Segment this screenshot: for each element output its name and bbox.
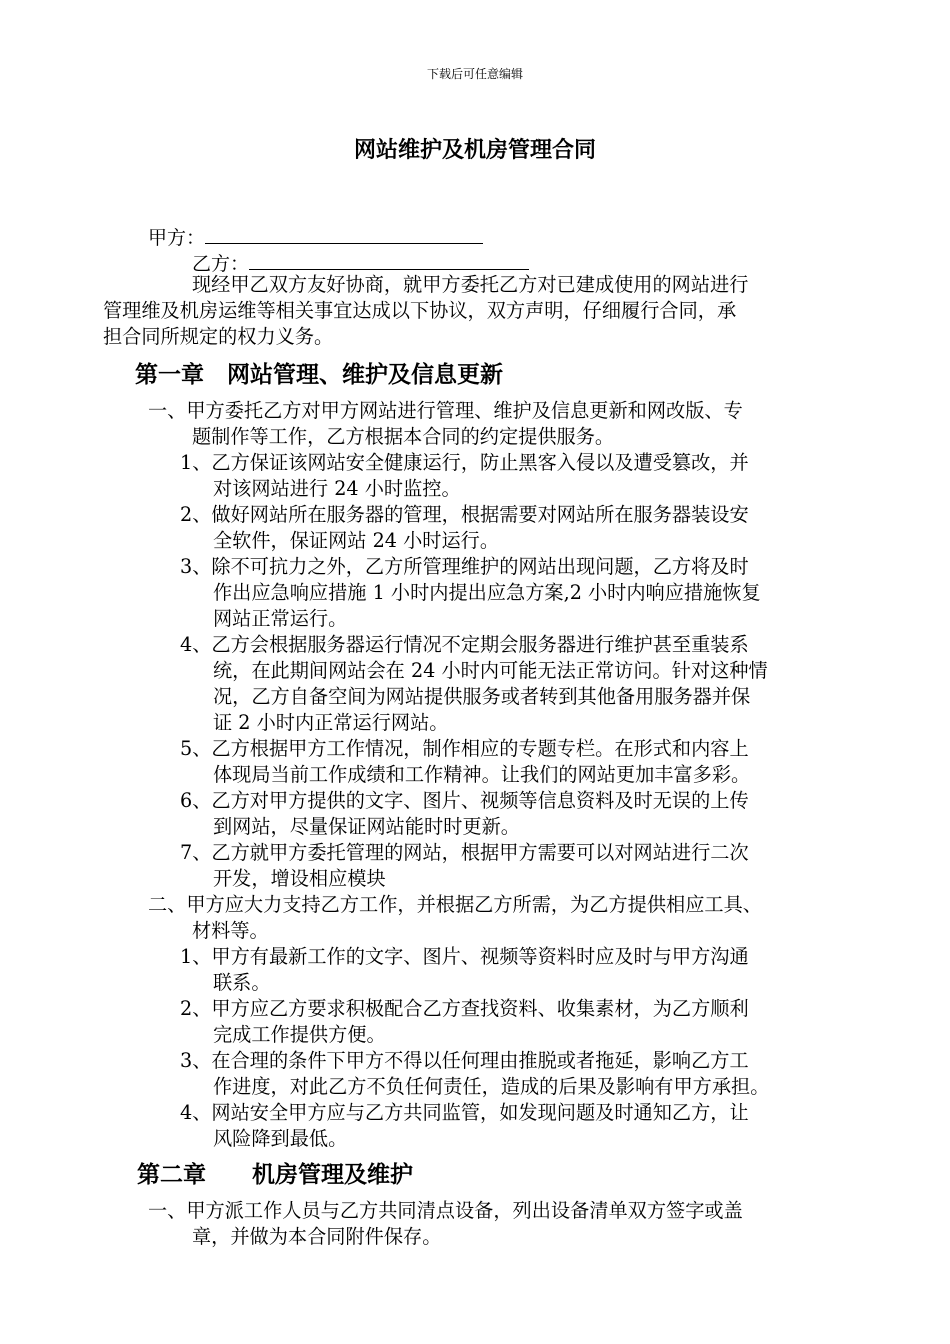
list-item-line: 4、网站安全甲方应与乙方共同监管，如发现问题及时通知乙方，让 xyxy=(180,1101,749,1124)
section-2-line: 二、甲方应大力支持乙方工作，并根据乙方所需，为乙方提供相应工具、 xyxy=(148,893,762,916)
list-item-line: 况，乙方自备空间为网站提供服务或者转到其他备用服务器并保 xyxy=(213,685,751,708)
list-item-line: 全软件，保证网站 24 小时运行。 xyxy=(213,529,500,552)
chapter-1-title: 第一章 网站管理、维护及信息更新 xyxy=(135,361,503,388)
list-item-line: 1、甲方有最新工作的文字、图片、视频等资料时应及时与甲方沟通 xyxy=(180,945,749,968)
list-item-line: 证 2 小时内正常运行网站。 xyxy=(213,711,449,734)
list-item-line: 统，在此期间网站会在 24 小时内可能无法正常访问。针对这种情 xyxy=(213,659,768,682)
list-item-line: 3、在合理的条件下甲方不得以任何理由推脱或者拖延，影响乙方工 xyxy=(180,1049,749,1072)
header-note: 下载后可任意编辑 xyxy=(426,67,523,81)
list-item-line: 4、乙方会根据服务器运行情况不定期会服务器进行维护甚至重装系 xyxy=(180,633,749,656)
section-1-line: 题制作等工作，乙方根据本合同的约定提供服务。 xyxy=(192,425,615,448)
section-2-line: 材料等。 xyxy=(192,919,269,942)
list-item-line: 作进度，对此乙方不负任何责任，造成的后果及影响有甲方承担。 xyxy=(213,1075,770,1098)
list-item-line: 6、乙方对甲方提供的文字、图片、视频等信息资料及时无误的上传 xyxy=(180,789,749,812)
list-item-line: 对该网站进行 24 小时监控。 xyxy=(213,477,461,500)
list-item-line: 网站正常运行。 xyxy=(213,607,348,630)
list-item-line: 风险降到最低。 xyxy=(213,1127,348,1150)
party-a-label: 甲方： xyxy=(148,227,206,249)
intro-line: 现经甲乙双方友好协商，就甲方委托乙方对已建成使用的网站进行 xyxy=(192,273,749,296)
section-1-line: 一、甲方委托乙方对甲方网站进行管理、维护及信息更新和网改版、专 xyxy=(148,399,743,422)
party-b-blank-line xyxy=(249,251,529,270)
party-a-blank-line xyxy=(205,225,483,244)
intro-line: 管理维及机房运维等相关事宜达成以下协议，双方声明，仔细履行合同，承 xyxy=(103,299,737,322)
list-item-line: 3、除不可抗力之外，乙方所管理维护的网站出现问题，乙方将及时 xyxy=(180,555,749,578)
party-b-label: 乙方： xyxy=(192,253,250,275)
list-item-line: 联系。 xyxy=(213,971,271,994)
list-item-line: 2、甲方应乙方要求积极配合乙方查找资料、收集素材，为乙方顺利 xyxy=(180,997,749,1020)
chapter-2-section-1-line: 章，并做为本合同附件保存。 xyxy=(192,1225,442,1248)
document-title: 网站维护及机房管理合同 xyxy=(353,137,596,163)
list-item-line: 到网站，尽量保证网站能时时更新。 xyxy=(213,815,520,838)
intro-line: 担合同所规定的权力义务。 xyxy=(103,325,334,348)
list-item-line: 体现局当前工作成绩和工作精神。让我们的网站更加丰富多彩。 xyxy=(213,763,751,786)
list-item-line: 开发，增设相应模块 xyxy=(213,867,386,890)
list-item-line: 7、乙方就甲方委托管理的网站，根据甲方需要可以对网站进行二次 xyxy=(180,841,749,864)
chapter-2-title: 第二章 机房管理及维护 xyxy=(137,1161,413,1188)
chapter-2-section-1-line: 一、甲方派工作人员与乙方共同清点设备，列出设备清单双方签字或盖 xyxy=(148,1199,743,1222)
list-item-line: 5、乙方根据甲方工作情况，制作相应的专题专栏。在形式和内容上 xyxy=(180,737,749,760)
list-item-line: 1、乙方保证该网站安全健康运行，防止黑客入侵以及遭受篡改，并 xyxy=(180,451,749,474)
list-item-line: 完成工作提供方便。 xyxy=(213,1023,386,1046)
list-item-line: 2、做好网站所在服务器的管理，根据需要对网站所在服务器装设安 xyxy=(180,503,749,526)
list-item-line: 作出应急响应措施 1 小时内提出应急方案,2 小时内响应措施恢复 xyxy=(213,581,761,604)
party-a-field xyxy=(148,225,483,251)
